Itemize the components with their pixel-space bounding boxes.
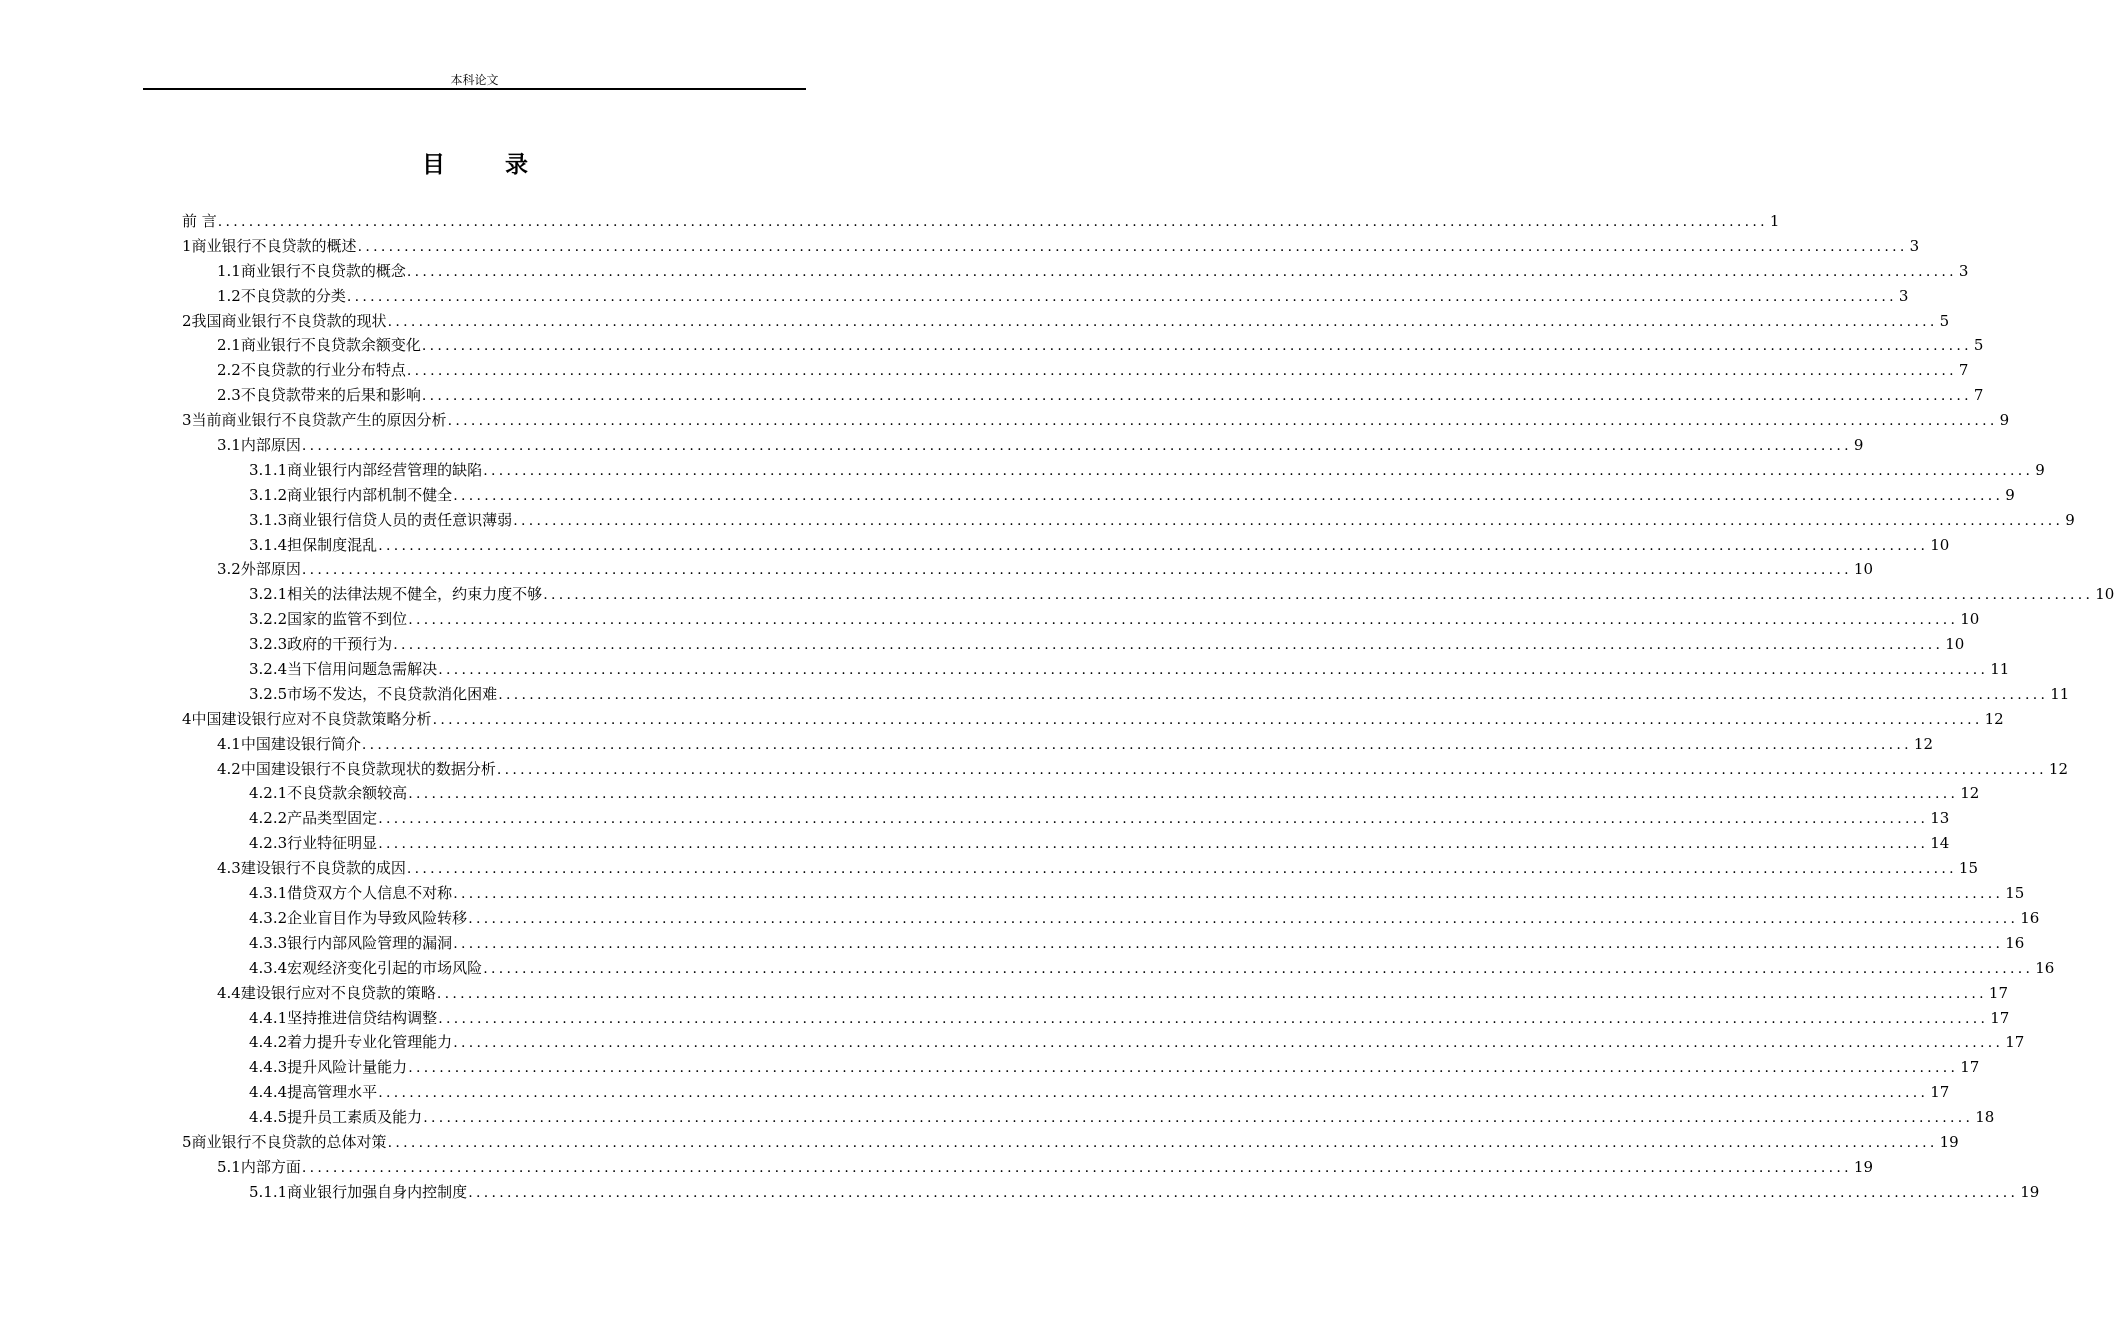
toc-dot-leader: ........................................................................................................................................................................................................ bbox=[378, 811, 1929, 828]
toc-dot-leader: ........................................................................................................................................................................................................ bbox=[496, 761, 2047, 778]
toc-entry-number: 3.1 bbox=[217, 436, 241, 455]
toc-entry-number: 2.3 bbox=[217, 386, 241, 405]
toc-entry[interactable] bbox=[182, 981, 2009, 1006]
toc-entry-title: 提升风险计量能力 bbox=[287, 1058, 408, 1077]
toc-entry-number: 3 bbox=[182, 411, 192, 430]
toc-entry[interactable] bbox=[182, 856, 1979, 881]
toc-entry-title: 产品类型固定 bbox=[287, 809, 378, 828]
toc-entry[interactable] bbox=[182, 806, 1950, 831]
toc-entry-number: 2 bbox=[182, 311, 192, 330]
toc-page-number: 11 bbox=[1990, 660, 2010, 679]
toc-entry-number: 4.3.3 bbox=[249, 933, 288, 952]
toc-dot-leader: ........................................................................................................................................................................................................ bbox=[468, 1184, 2019, 1201]
toc-entry[interactable] bbox=[182, 682, 2070, 707]
toc-entry[interactable] bbox=[182, 881, 2025, 906]
toc-entry-number: 4.4.2 bbox=[249, 1033, 288, 1052]
toc-page-number: 17 bbox=[1988, 983, 2009, 1002]
toc-entry-title: 内部原因 bbox=[240, 436, 301, 455]
toc-page-number: 9 bbox=[1853, 436, 1864, 455]
toc-entry-title: 当前商业银行不良贷款产生的原因分析 bbox=[191, 411, 447, 430]
toc-dot-leader: ........................................................................................................................................................................................................ bbox=[408, 1060, 1959, 1077]
toc-page-number: 12 bbox=[1960, 784, 1980, 803]
toc-entry-number: 2.2 bbox=[217, 361, 241, 380]
toc-entry-number: 5 bbox=[182, 1132, 192, 1151]
toc-dot-leader: ........................................................................................................................................................................................................ bbox=[543, 587, 2094, 604]
toc-page-number: 16 bbox=[2020, 908, 2040, 927]
toc-entry-number: 4.4.3 bbox=[249, 1058, 288, 1077]
toc-entry-number: 4.2 bbox=[217, 759, 241, 778]
toc-page-number: 1 bbox=[1769, 212, 1780, 230]
toc-page-number: 13 bbox=[1930, 809, 1950, 828]
toc-entry-title: 建设银行不良贷款的成因 bbox=[240, 859, 406, 878]
toc-entry-number: 3.2.2 bbox=[249, 610, 288, 629]
toc-entry-title: 商业银行不良贷款的概述 bbox=[191, 236, 357, 255]
toc-entry-title: 政府的干预行为 bbox=[287, 635, 393, 654]
toc-dot-leader: ........................................................................................................................................................................................................ bbox=[408, 786, 1959, 803]
toc-entry[interactable] bbox=[182, 458, 2045, 483]
toc-dot-leader: ........................................................................................................................................................................................................ bbox=[483, 960, 2034, 977]
toc-entry-title: 中国建设银行简介 bbox=[240, 734, 361, 753]
toc-page-number: 3 bbox=[1909, 236, 1920, 255]
toc-entry-title: 中国建设银行不良贷款现状的数据分析 bbox=[240, 759, 496, 778]
toc-entry[interactable] bbox=[182, 1155, 1874, 1180]
toc-entry-title: 商业银行不良贷款余额变化 bbox=[240, 336, 421, 355]
toc-entry[interactable] bbox=[182, 1130, 1959, 1155]
toc-page-number: 17 bbox=[1960, 1058, 1980, 1077]
toc-entry[interactable] bbox=[182, 284, 1909, 309]
toc-page-number: 9 bbox=[2065, 510, 2075, 529]
toc-page-number: 10 bbox=[2095, 585, 2114, 604]
toc-entry[interactable] bbox=[182, 1055, 1980, 1080]
toc-dot-leader: ........................................................................................................................................................................................................ bbox=[357, 238, 1908, 255]
toc-entry[interactable] bbox=[182, 582, 2114, 607]
toc-entry[interactable] bbox=[182, 383, 1984, 408]
toc-page-number: 12 bbox=[1984, 709, 2004, 728]
toc-entry-title: 市场不发达，不良贷款消化困难 bbox=[287, 684, 498, 703]
toc-page-number: 19 bbox=[2020, 1182, 2040, 1201]
toc-entry-title: 商业银行加强自身内控制度 bbox=[287, 1182, 468, 1201]
toc-entry-title: 商业银行不良贷款的总体对策 bbox=[191, 1132, 387, 1151]
toc-entry-number: 4.4.1 bbox=[249, 1008, 288, 1027]
toc-dot-leader: ........................................................................................................................................................................................................ bbox=[378, 836, 1929, 853]
toc-entry[interactable] bbox=[182, 234, 1920, 259]
toc-entry[interactable] bbox=[182, 781, 1980, 806]
toc-entry-title: 外部原因 bbox=[240, 560, 301, 579]
header-rule bbox=[143, 88, 806, 90]
toc-entry[interactable] bbox=[182, 508, 2075, 533]
toc-dot-leader: ........................................................................................................................................................................................................ bbox=[408, 612, 1959, 629]
toc-dot-leader: ........................................................................................................................................................................................................ bbox=[406, 363, 1957, 380]
toc-entry-number: 4 bbox=[182, 709, 192, 728]
toc-entry[interactable] bbox=[182, 433, 1864, 458]
toc-entry-number: 1.1 bbox=[217, 261, 241, 280]
toc-entry-number: 4.4.5 bbox=[249, 1108, 288, 1127]
toc-page-number: 9 bbox=[2035, 460, 2045, 479]
toc-page-number: 17 bbox=[1930, 1083, 1950, 1102]
toc-entry-number: 4.1 bbox=[217, 734, 241, 753]
toc-page-number: 17 bbox=[1990, 1008, 2010, 1027]
running-header: 本科论文 bbox=[450, 73, 499, 87]
toc-page-number: 17 bbox=[2005, 1033, 2025, 1052]
toc-dot-leader: ........................................................................................................................................................................................................ bbox=[513, 512, 2064, 529]
toc-entry-title: 宏观经济变化引起的市场风险 bbox=[287, 958, 483, 977]
toc-entry-title: 不良贷款余额较高 bbox=[287, 784, 408, 803]
toc-entry-title: 商业银行不良贷款的概念 bbox=[240, 261, 406, 280]
toc-entry-number: 5.1 bbox=[217, 1157, 241, 1176]
toc-entry-title: 我国商业银行不良贷款的现状 bbox=[191, 311, 387, 330]
toc-entry-number: 1.2 bbox=[217, 286, 241, 305]
toc-title: 目 录 bbox=[421, 151, 554, 179]
toc-entry-number: 4.3.4 bbox=[249, 958, 288, 977]
toc-page-number: 10 bbox=[1945, 635, 1965, 654]
toc-entry[interactable] bbox=[182, 533, 1950, 558]
toc-entry-title: 担保制度混乱 bbox=[287, 535, 378, 554]
toc-entry-title: 国家的监管不到位 bbox=[287, 610, 408, 629]
toc-entry[interactable] bbox=[182, 309, 1950, 334]
toc-page-number: 16 bbox=[2005, 933, 2025, 952]
toc-entry-number: 4.2.3 bbox=[249, 834, 288, 853]
toc-dot-leader: ........................................................................................................................................................................................................ bbox=[346, 288, 1897, 305]
toc-entry[interactable] bbox=[182, 408, 2010, 433]
toc-entry-number: 4.3.1 bbox=[249, 884, 288, 903]
table-of-contents bbox=[182, 209, 2114, 1205]
toc-entry-number: 3.1.1 bbox=[249, 460, 288, 479]
toc-entry-title: 提升员工素质及能力 bbox=[287, 1108, 423, 1127]
toc-entry-number: 4.4.4 bbox=[249, 1083, 288, 1102]
toc-dot-leader: ........................................................................................................................................................................................................ bbox=[406, 861, 1957, 878]
toc-page-number: 9 bbox=[2005, 485, 2015, 504]
toc-entry[interactable] bbox=[182, 1006, 2010, 1031]
toc-entry[interactable] bbox=[182, 259, 1969, 284]
toc-entry-title: 借贷双方个人信息不对称 bbox=[287, 884, 453, 903]
toc-page-number: 16 bbox=[2035, 958, 2055, 977]
toc-entry[interactable] bbox=[182, 1030, 2025, 1055]
toc-page-number: 9 bbox=[1999, 411, 2010, 430]
toc-dot-leader: ........................................................................................................................................................................................................ bbox=[421, 388, 1972, 405]
toc-entry-title: 中国建设银行应对不良贷款策略分析 bbox=[191, 709, 432, 728]
toc-page-number: 12 bbox=[2048, 759, 2069, 778]
toc-entry-number: 4.4 bbox=[217, 983, 241, 1002]
toc-dot-leader: ........................................................................................................................................................................................................ bbox=[468, 910, 2019, 927]
toc-entry[interactable] bbox=[182, 358, 1969, 383]
toc-dot-leader: ........................................................................................................................................................................................................ bbox=[361, 736, 1912, 753]
toc-dot-leader: ........................................................................................................................................................................................................ bbox=[498, 686, 2049, 703]
toc-dot-leader: ........................................................................................................................................................................................................ bbox=[453, 487, 2004, 504]
toc-page-number: 10 bbox=[1853, 560, 1874, 579]
toc-page-number: 3 bbox=[1958, 261, 1969, 280]
toc-entry[interactable] bbox=[182, 1180, 2040, 1205]
toc-dot-leader: ........................................................................................................................................................................................................ bbox=[406, 263, 1957, 280]
toc-dot-leader: ........................................................................................................................................................................................................ bbox=[301, 438, 1852, 455]
toc-dot-leader: ........................................................................................................................................................................................................ bbox=[378, 537, 1929, 554]
toc-page-number: 5 bbox=[1939, 311, 1950, 330]
toc-entry-title: 着力提升专业化管理能力 bbox=[287, 1033, 453, 1052]
toc-entry[interactable] bbox=[182, 906, 2040, 931]
toc-entry-title: 建设银行应对不良贷款的策略 bbox=[240, 983, 436, 1002]
toc-dot-leader: ........................................................................................................................................................................................................ bbox=[301, 562, 1852, 579]
toc-entry[interactable] bbox=[182, 483, 2015, 508]
toc-page-number: 11 bbox=[2050, 684, 2070, 703]
toc-page-number: 15 bbox=[2005, 884, 2025, 903]
toc-entry[interactable] bbox=[182, 757, 2069, 782]
toc-dot-leader: ........................................................................................................................................................................................................ bbox=[436, 985, 1987, 1002]
toc-entry[interactable] bbox=[182, 732, 1934, 757]
toc-entry-title: 前 言 bbox=[182, 212, 217, 230]
toc-dot-leader: ........................................................................................................................................................................................................ bbox=[301, 1159, 1852, 1176]
toc-entry-title: 坚持推进信贷结构调整 bbox=[287, 1008, 438, 1027]
toc-entry-title: 内部方面 bbox=[240, 1157, 301, 1176]
toc-entry[interactable] bbox=[182, 209, 1780, 234]
toc-entry-title: 不良贷款的分类 bbox=[240, 286, 346, 305]
toc-entry-title: 不良贷款的行业分布特点 bbox=[240, 361, 406, 380]
toc-page-number: 7 bbox=[1958, 361, 1969, 380]
toc-entry-title: 商业银行信贷人员的责任意识薄弱 bbox=[287, 510, 513, 529]
toc-entry[interactable] bbox=[182, 707, 2004, 732]
toc-entry[interactable] bbox=[182, 657, 2010, 682]
toc-entry-title: 提高管理水平 bbox=[287, 1083, 378, 1102]
toc-entry-number: 4.2.2 bbox=[249, 809, 288, 828]
toc-dot-leader: ........................................................................................................................................................................................................ bbox=[387, 313, 1938, 330]
toc-entry-title: 商业银行内部机制不健全 bbox=[287, 485, 453, 504]
toc-entry-number: 3.2.3 bbox=[249, 635, 288, 654]
toc-dot-leader: ........................................................................................................................................................................................................ bbox=[378, 1085, 1929, 1102]
toc-dot-leader: ........................................................................................................................................................................................................ bbox=[438, 662, 1989, 679]
toc-dot-leader: ........................................................................................................................................................................................................ bbox=[453, 886, 2004, 903]
toc-entry-title: 银行内部风险管理的漏洞 bbox=[287, 933, 453, 952]
toc-entry-title: 相关的法律法规不健全，约束力度不够 bbox=[287, 585, 543, 604]
toc-entry-title: 不良贷款带来的后果和影响 bbox=[240, 386, 421, 405]
toc-entry-number: 3.1.2 bbox=[249, 485, 288, 504]
toc-entry[interactable] bbox=[182, 831, 1950, 856]
toc-entry-number: 3.2.4 bbox=[249, 660, 288, 679]
toc-dot-leader: ........................................................................................................................................................................................................ bbox=[447, 413, 1998, 430]
toc-dot-leader: ........................................................................................................................................................................................................ bbox=[453, 1035, 2004, 1052]
toc-dot-leader: ........................................................................................................................................................................................................ bbox=[438, 1010, 1989, 1027]
toc-entry[interactable] bbox=[182, 1105, 1995, 1130]
toc-entry[interactable] bbox=[182, 333, 1984, 358]
toc-dot-leader: ........................................................................................................................................................................................................ bbox=[423, 1110, 1974, 1127]
toc-entry[interactable] bbox=[182, 557, 1874, 582]
toc-entry-number: 4.2.1 bbox=[249, 784, 288, 803]
toc-entry-number: 3.1.4 bbox=[249, 535, 288, 554]
toc-page-number: 7 bbox=[1973, 386, 1984, 405]
toc-entry-number: 3.1.3 bbox=[249, 510, 288, 529]
toc-dot-leader: ........................................................................................................................................................................................................ bbox=[217, 214, 1768, 230]
toc-entry[interactable] bbox=[182, 632, 1965, 657]
toc-entry[interactable] bbox=[182, 607, 1980, 632]
toc-page-number: 14 bbox=[1930, 834, 1950, 853]
toc-entry-number: 3.2.5 bbox=[249, 684, 288, 703]
toc-entry-title: 企业盲目作为导致风险转移 bbox=[287, 908, 468, 927]
toc-dot-leader: ........................................................................................................................................................................................................ bbox=[483, 462, 2034, 479]
toc-entry-title: 当下信用问题急需解决 bbox=[287, 660, 438, 679]
toc-entry-title: 行业特征明显 bbox=[287, 834, 378, 853]
toc-entry[interactable] bbox=[182, 956, 2055, 981]
toc-dot-leader: ........................................................................................................................................................................................................ bbox=[387, 1134, 1938, 1151]
toc-entry[interactable] bbox=[182, 931, 2025, 956]
toc-page-number: 19 bbox=[1853, 1157, 1874, 1176]
toc-dot-leader: ........................................................................................................................................................................................................ bbox=[453, 935, 2004, 952]
toc-entry[interactable] bbox=[182, 1080, 1950, 1105]
toc-page-number: 15 bbox=[1958, 859, 1979, 878]
toc-entry-number: 1 bbox=[182, 236, 192, 255]
toc-page-number: 18 bbox=[1975, 1108, 1995, 1127]
toc-page-number: 10 bbox=[1930, 535, 1950, 554]
toc-entry-number: 5.1.1 bbox=[249, 1182, 288, 1201]
toc-page-number: 19 bbox=[1939, 1132, 1959, 1151]
toc-entry-number: 2.1 bbox=[217, 336, 241, 355]
toc-entry-number: 3.2.1 bbox=[249, 585, 288, 604]
toc-page-number: 12 bbox=[1913, 734, 1934, 753]
toc-page-number: 10 bbox=[1960, 610, 1980, 629]
toc-entry-number: 4.3.2 bbox=[249, 908, 288, 927]
toc-entry-number: 4.3 bbox=[217, 859, 241, 878]
toc-entry-number: 3.2 bbox=[217, 560, 241, 579]
toc-entry-title: 商业银行内部经营管理的缺陷 bbox=[287, 460, 483, 479]
toc-dot-leader: ........................................................................................................................................................................................................ bbox=[393, 637, 1944, 654]
toc-dot-leader: ........................................................................................................................................................................................................ bbox=[421, 338, 1972, 355]
toc-page-number: 5 bbox=[1973, 336, 1984, 355]
toc-dot-leader: ........................................................................................................................................................................................................ bbox=[432, 711, 1983, 728]
toc-page-number: 3 bbox=[1898, 286, 1909, 305]
